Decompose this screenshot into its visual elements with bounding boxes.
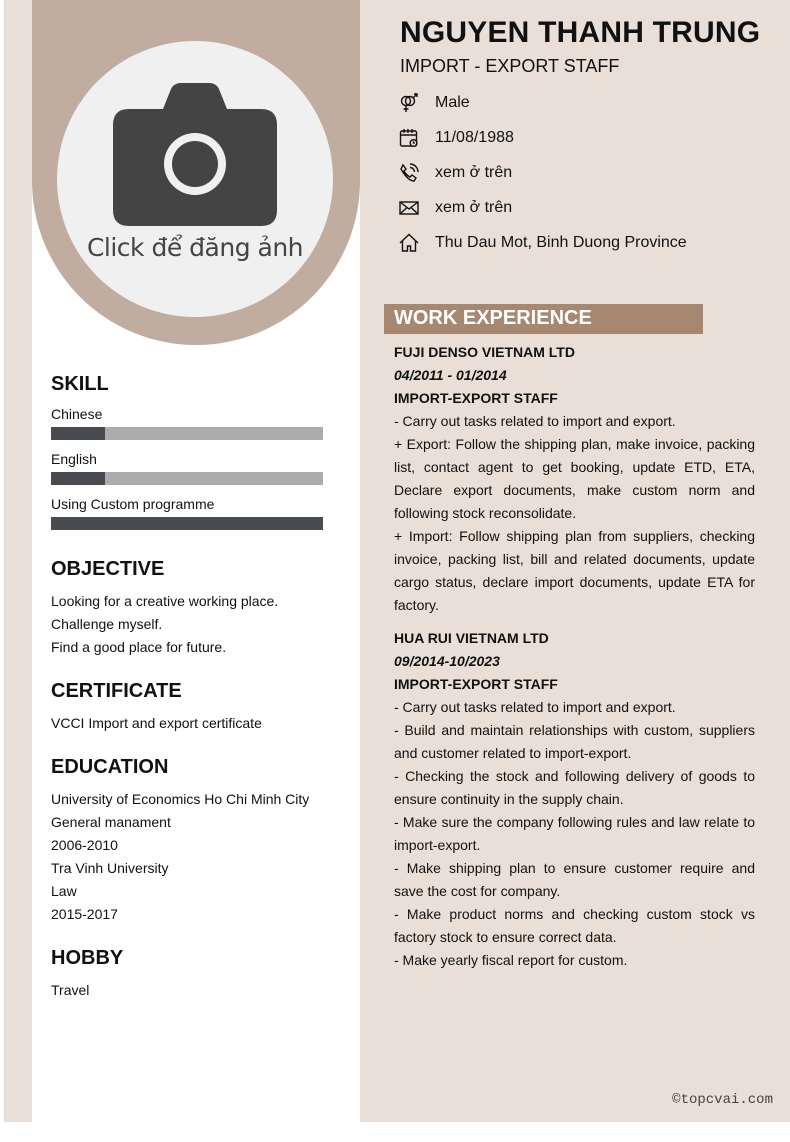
skill-bar	[51, 427, 323, 440]
job-duty: - Checking the stock and following delivery of goods to ensure continuity in the supply chain.	[394, 768, 755, 807]
gender-icon	[399, 93, 419, 113]
text-line: 2006-2010	[51, 837, 118, 853]
work-experience-heading: WORK EXPERIENCE	[384, 304, 703, 334]
calendar-icon	[399, 128, 419, 148]
text-line: University of Economics Ho Chi Minh City	[51, 791, 310, 807]
skill-name: English	[51, 451, 97, 467]
envelope-icon	[399, 198, 419, 218]
skill-bar-fill	[51, 427, 105, 440]
job-duty: - Carry out tasks related to import and export.	[394, 699, 676, 715]
job-duty: - Make yearly fiscal report for custom.	[394, 952, 628, 968]
job-duty: - Carry out tasks related to import and export.	[394, 413, 676, 429]
job-dates: 09/2014-10/2023	[394, 653, 500, 669]
skill-bar-fill	[51, 472, 105, 485]
email-row	[399, 190, 687, 225]
dob-row	[399, 120, 687, 155]
email-value: xem ở trên	[435, 198, 513, 216]
section-heading: EDUCATION	[51, 756, 169, 778]
education-section	[51, 756, 341, 926]
section-heading: OBJECTIVE	[51, 558, 165, 580]
watermark: ©topcvai.com	[672, 1092, 773, 1108]
cv-header	[400, 16, 760, 77]
text-line: Tra Vinh University	[51, 860, 169, 876]
gender-value: Male	[435, 93, 470, 111]
home-icon	[399, 233, 419, 253]
text-line: Looking for a creative working place.	[51, 593, 279, 609]
job-duty: - Build and maintain relationships with custom, suppliers and customer related to import-export.	[394, 722, 755, 761]
skill-bar	[51, 472, 323, 485]
text-line: Challenge myself.	[51, 616, 163, 632]
contact-info	[399, 85, 687, 260]
job-entry	[394, 627, 755, 972]
dob-value: 11/08/1988	[435, 128, 514, 146]
objective-section	[51, 558, 341, 659]
work-experience-list	[394, 341, 755, 982]
phone-icon	[399, 163, 419, 183]
camera-icon	[113, 81, 277, 226]
photo-upload-label: Click để đăng ảnh	[86, 233, 304, 262]
company-name: FUJI DENSO VIETNAM LTD	[394, 344, 575, 360]
job-duty: + Export: Follow the shipping plan, make invoice, packing list, contact agent to get booking, update ETD, ETA, Declare export documents, make custom norm and following stock reconsolidate.	[394, 436, 755, 521]
text-line: Travel	[51, 982, 90, 998]
skill-bar	[51, 517, 323, 530]
job-duty: + Import: Follow shipping plan from suppliers, checking invoice, packing list, bill and related documents, update cargo status, declare import documents, update ETA for factory.	[394, 528, 755, 613]
job-duty: - Make shipping plan to ensure customer require and save the cost for company.	[394, 860, 755, 899]
address-value: Thu Dau Mot, Binh Duong Province	[435, 233, 687, 251]
skill-bar-fill	[51, 517, 323, 530]
skill-section	[51, 373, 341, 540]
full-name: NGUYEN THANH TRUNG	[400, 16, 761, 49]
text-line: 2015-2017	[51, 906, 118, 922]
job-dates: 04/2011 - 01/2014	[394, 367, 507, 383]
skill-name: Using Custom programme	[51, 496, 215, 512]
job-title: IMPORT - EXPORT STAFF	[400, 56, 620, 76]
phone-row	[399, 155, 687, 190]
text-line: VCCI Import and export certificate	[51, 715, 262, 731]
address-row	[399, 225, 687, 260]
photo-upload[interactable]	[57, 41, 333, 317]
gender-row	[399, 85, 687, 120]
job-duty: - Make product norms and checking custom stock vs factory stock to ensure correct data.	[394, 906, 755, 945]
job-position: IMPORT-EXPORT STAFF	[394, 676, 558, 692]
certificate-section	[51, 680, 341, 735]
text-line: Find a good place for future.	[51, 639, 227, 655]
text-line: Law	[51, 883, 77, 899]
job-duty: - Make sure the company following rules and law relate to import-export.	[394, 814, 755, 853]
company-name: HUA RUI VIETNAM LTD	[394, 630, 549, 646]
phone-value: xem ở trên	[435, 163, 513, 181]
section-heading: SKILL	[51, 373, 109, 395]
text-line: General manament	[51, 814, 171, 830]
section-heading: CERTIFICATE	[51, 680, 182, 702]
section-heading: HOBBY	[51, 947, 124, 969]
hobby-section	[51, 947, 341, 1002]
job-position: IMPORT-EXPORT STAFF	[394, 390, 558, 406]
skill-name: Chinese	[51, 406, 103, 422]
job-entry	[394, 341, 755, 617]
